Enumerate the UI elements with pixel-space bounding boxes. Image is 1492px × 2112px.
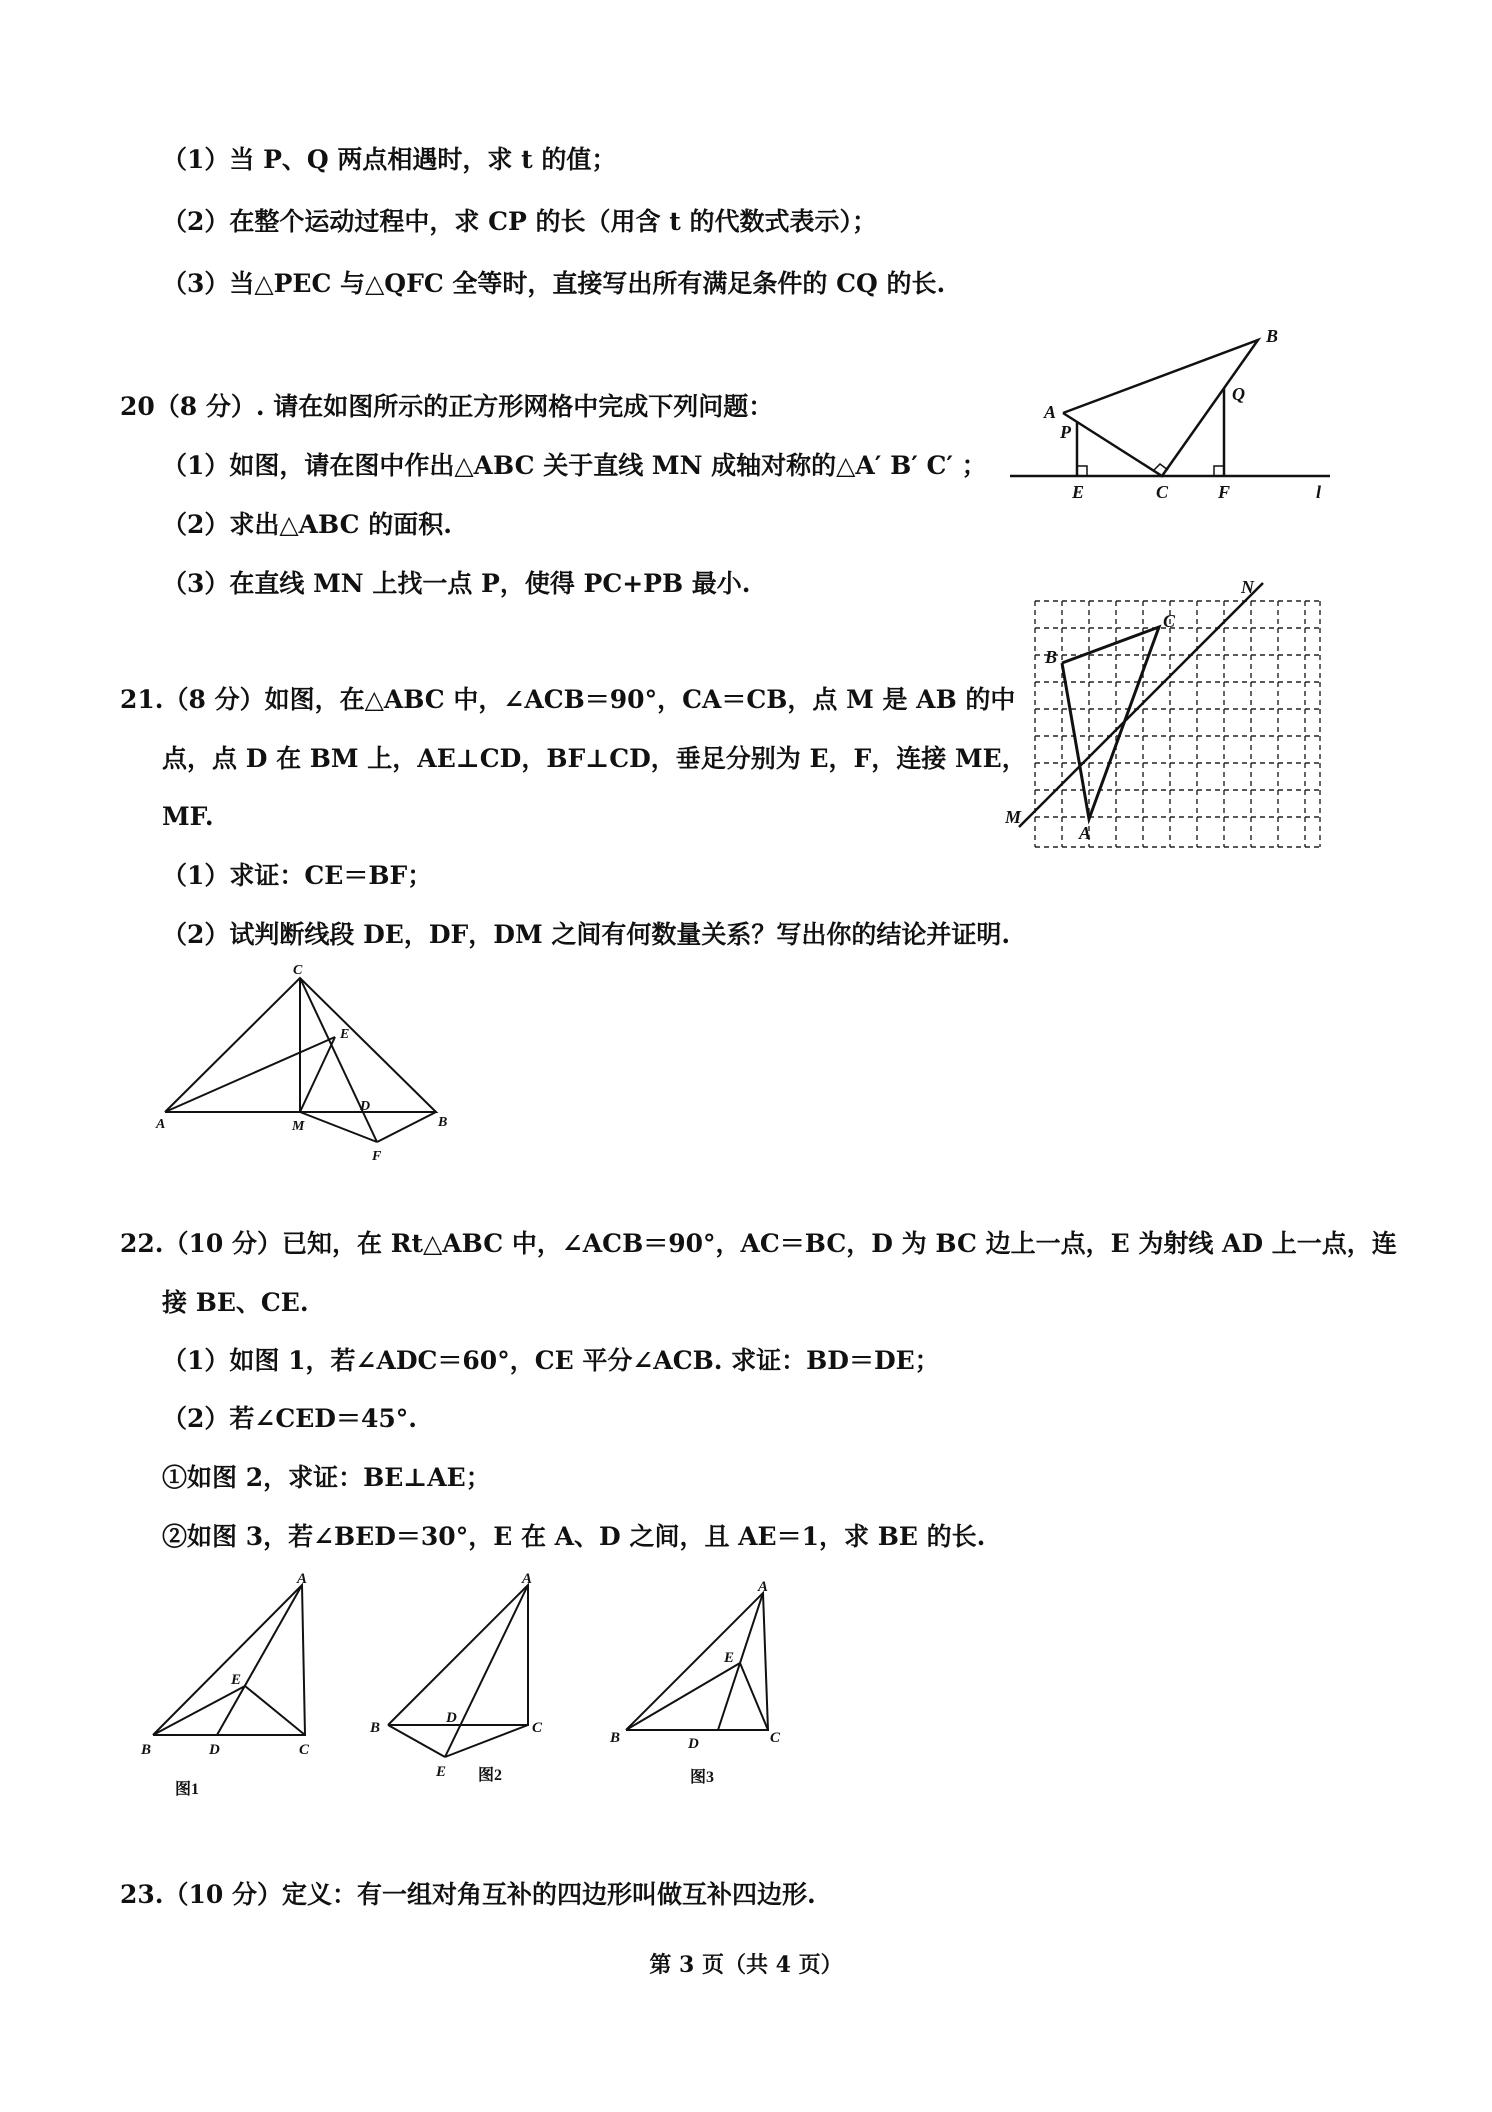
q20-part3: （3）在直线 MN 上找一点 P，使得 PC+PB 最小. xyxy=(162,569,751,598)
q22f2-label-D: D xyxy=(446,1710,457,1726)
page-footer: 第 3 页（共 4 页） xyxy=(649,1952,843,1978)
q19-label-F: F xyxy=(1218,482,1231,502)
q21-label-F: F xyxy=(372,1149,382,1164)
q22f2-caption: 图2 xyxy=(478,1767,503,1784)
q19-label-E: E xyxy=(1072,482,1085,502)
q22f1-label-D: D xyxy=(209,1742,220,1758)
q19-label-l: l xyxy=(1316,482,1322,502)
q21-part1: （1）求证：CE＝BF； xyxy=(162,861,433,890)
q22f1-label-B: B xyxy=(141,1742,152,1758)
q21-figure xyxy=(150,960,460,1165)
q22f1-caption: 图1 xyxy=(175,1781,200,1798)
q20-heading: 20（8 分）. 请在如图所示的正方形网格中完成下列问题： xyxy=(120,392,774,421)
q21-label-C: C xyxy=(293,963,303,978)
q21-label-E: E xyxy=(340,1027,350,1042)
q22f2-label-A: A xyxy=(522,1571,533,1587)
q19-label-Q: Q xyxy=(1232,384,1245,404)
q19-part1: （1）当 P、Q 两点相遇时，求 t 的值； xyxy=(162,145,617,174)
q22f2-label-B: B xyxy=(370,1720,381,1736)
q22-figure-3 xyxy=(600,1578,800,1813)
q22f3-caption: 图3 xyxy=(690,1769,715,1786)
q19-label-C: C xyxy=(1156,482,1169,502)
q19-part3: （3）当△PEC 与△QFC 全等时，直接写出所有满足条件的 CQ 的长. xyxy=(162,269,946,298)
q22-figure-2 xyxy=(360,1570,560,1810)
q20-label-M: M xyxy=(1005,807,1022,827)
q22f2-label-C: C xyxy=(532,1720,543,1736)
q22f1-label-A: A xyxy=(297,1571,308,1587)
q23-heading: 23.（10 分）定义：有一组对角互补的四边形叫做互补四边形. xyxy=(120,1880,816,1909)
q20-label-B: B xyxy=(1045,647,1058,667)
q21-label-A: A xyxy=(156,1117,166,1132)
q20-part1: （1）如图，请在图中作出△ABC 关于直线 MN 成轴对称的△A′ B′ C′ ； xyxy=(162,451,987,480)
q21-label-B: B xyxy=(438,1115,448,1130)
q22f3-label-E: E xyxy=(724,1650,735,1666)
q21-heading-2: 点，点 D 在 BM 上，AE⊥CD，BF⊥CD，垂足分别为 E，F，连接 ME， xyxy=(162,744,1027,773)
q22-figure-1 xyxy=(135,1570,335,1810)
q21-heading-3: MF. xyxy=(162,802,214,831)
q20-part2: （2）求出△ABC 的面积. xyxy=(162,510,452,539)
q20-label-C: C xyxy=(1163,611,1176,631)
q19-part2: （2）在整个运动过程中，求 CP 的长（用含 t 的代数式表示）； xyxy=(162,207,877,236)
q22f2-label-E: E xyxy=(436,1764,447,1780)
q22-part2a: ①如图 2，求证：BE⊥AE； xyxy=(162,1463,491,1492)
q19-figure xyxy=(1010,318,1350,508)
q20-grid-figure xyxy=(1005,575,1345,855)
q22f1-label-C: C xyxy=(299,1742,310,1758)
q22-part2: （2）若∠CED＝45°. xyxy=(162,1404,417,1433)
q21-part2: （2）试判断线段 DE，DF，DM 之间有何数量关系？写出你的结论并证明. xyxy=(162,920,1011,949)
q19-label-A: A xyxy=(1044,402,1057,422)
q22f3-label-B: B xyxy=(610,1730,621,1746)
q20-label-N: N xyxy=(1241,577,1254,597)
q21-label-D: D xyxy=(360,1099,371,1114)
q22f1-label-E: E xyxy=(231,1672,242,1688)
q21-label-M: M xyxy=(292,1119,305,1134)
q20-label-A: A xyxy=(1079,823,1092,843)
q21-heading: 21.（8 分）如图，在△ABC 中，∠ACB＝90°，CA＝CB，点 M 是 AB 的中 xyxy=(120,685,1016,714)
q22-part2b: ②如图 3，若∠BED＝30°，E 在 A、D 之间，且 AE＝1，求 BE 的长. xyxy=(162,1522,986,1551)
q19-label-P: P xyxy=(1060,422,1071,442)
q22f3-label-A: A xyxy=(758,1579,769,1595)
q22f3-label-C: C xyxy=(770,1730,781,1746)
q22f3-label-D: D xyxy=(688,1736,699,1752)
q22-part1: （1）如图 1，若∠ADC＝60°，CE 平分∠ACB. 求证：BD＝DE； xyxy=(162,1346,940,1375)
q19-label-B: B xyxy=(1266,326,1279,346)
q22-heading-2: 接 BE、CE. xyxy=(162,1288,309,1317)
q22-heading: 22.（10 分）已知，在 Rt△ABC 中，∠ACB＝90°，AC＝BC，D 为 BC 边上一点，E 为射线 AD 上一点，连 xyxy=(120,1229,1397,1258)
